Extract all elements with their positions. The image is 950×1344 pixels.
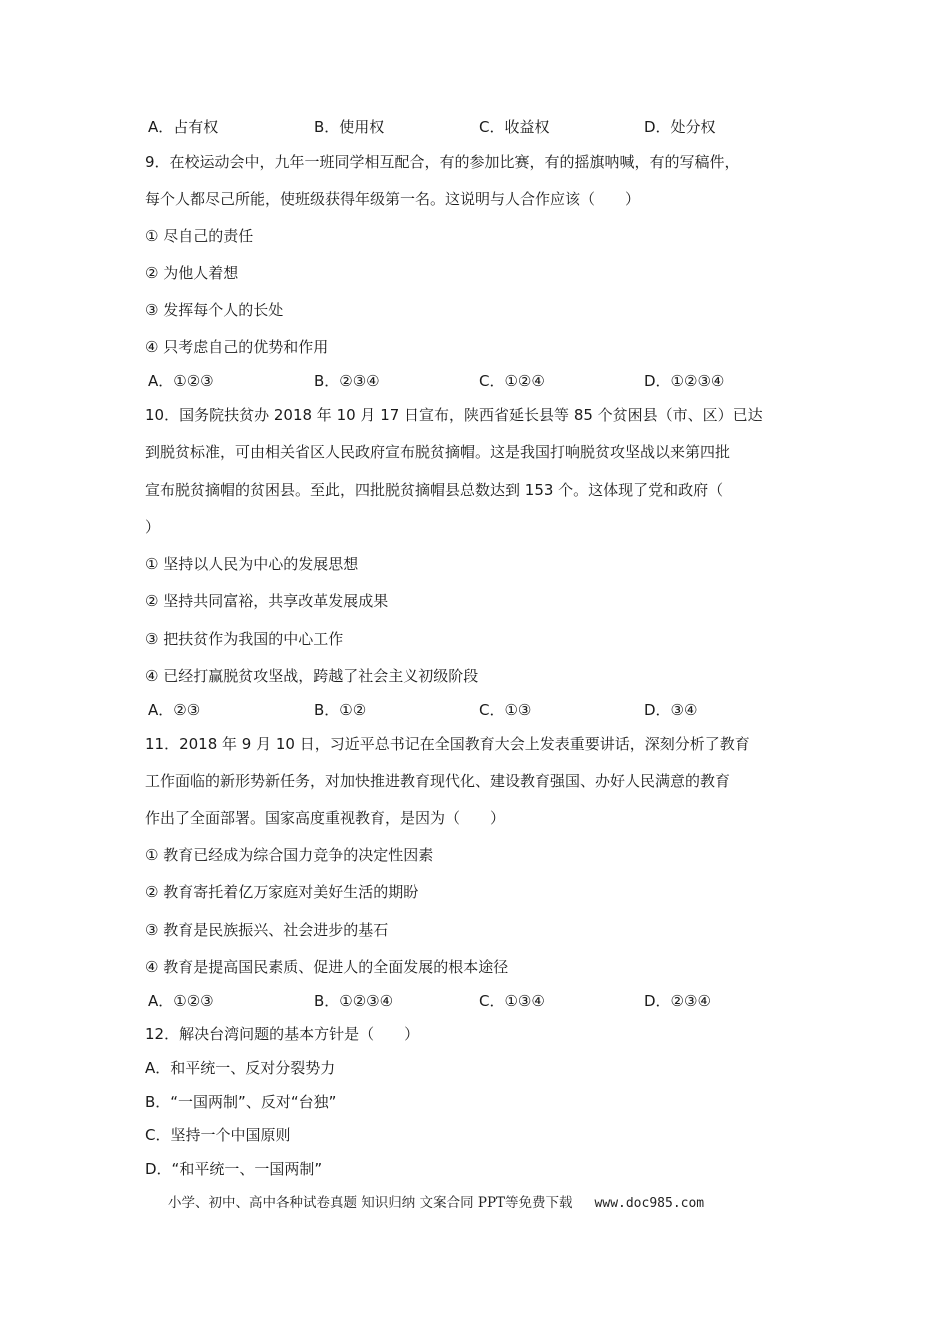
q10-option-c: C．①③: [479, 701, 532, 719]
page-footer: [168, 1193, 704, 1214]
q9-stem-line-1: 9．在校运动会中，九年一班同学相互配合，有的参加比赛，有的摇旗呐喊，有的写稿件，: [145, 153, 740, 171]
q10-item-2: ② 坚持共同富裕，共享改革发展成果: [145, 592, 389, 610]
q11-item-3: ③ 教育是民族振兴、社会进步的基石: [145, 921, 389, 939]
q9-option-a: A．①②③: [148, 372, 214, 390]
q10-option-d: D．③④: [644, 701, 698, 719]
q8-option-c: C．收益权: [479, 118, 550, 136]
q9-item-4: ④ 只考虑自己的优势和作用: [145, 338, 329, 356]
q11-option-b: B．①②③④: [314, 992, 394, 1010]
q9-item-2: ② 为他人着想: [145, 264, 239, 282]
q11-option-c: C．①③④: [479, 992, 545, 1010]
q8-option-d: D．处分权: [644, 118, 716, 136]
q12-option-b: B．“一国两制”、反对“台独”: [145, 1093, 337, 1111]
q10-stem-line-2: 到脱贫标准，可由相关省区人民政府宣布脱贫摘帽。这是我国打响脱贫攻坚战以来第四批: [145, 443, 731, 461]
footer-text: 小学、初中、高中各种试卷真题 知识归纳 文案合同 PPT等免费下载: [168, 1195, 573, 1211]
q10-item-1: ① 坚持以人民为中心的发展思想: [145, 555, 359, 573]
q11-item-4: ④ 教育是提高国民素质、促进人的全面发展的根本途径: [145, 958, 509, 976]
q11-option-d: D．②③④: [644, 992, 711, 1010]
q12-option-d: D．“和平统一、一国两制”: [145, 1160, 323, 1178]
q9-option-c: C．①②④: [479, 372, 545, 390]
q11-item-2: ② 教育寄托着亿万家庭对美好生活的期盼: [145, 883, 419, 901]
q10-stem-line-3: 宣布脱贫摘帽的贫困县。至此，四批脱贫摘帽县总数达到 153 个。这体现了党和政府（: [145, 481, 724, 499]
q9-option-b: B．②③④: [314, 372, 380, 390]
q12-option-a: A．和平统一、反对分裂势力: [145, 1059, 336, 1077]
q9-item-3: ③ 发挥每个人的长处: [145, 301, 284, 319]
q8-option-a: A．占有权: [148, 118, 219, 136]
q10-stem-line-4: ）: [145, 518, 161, 536]
q11-item-1: ① 教育已经成为综合国力竞争的决定性因素: [145, 846, 434, 864]
q9-stem-line-2: 每个人都尽己所能，使班级获得年级第一名。这说明与人合作应该（ ）: [145, 190, 641, 208]
q11-stem-line-2: 工作面临的新形势新任务，对加快推进教育现代化、建设教育强国、办好人民满意的教育: [145, 772, 731, 790]
q11-stem-line-3: 作出了全面部署。国家高度重视教育，是因为（ ）: [145, 809, 506, 827]
q10-item-4: ④ 已经打赢脱贫攻坚战，跨越了社会主义初级阶段: [145, 667, 479, 685]
q9-item-1: ① 尽自己的责任: [145, 227, 254, 245]
q10-item-3: ③ 把扶贫作为我国的中心工作: [145, 630, 344, 648]
q10-option-b: B．①②: [314, 701, 367, 719]
q10-stem-line-1: 10．国务院扶贫办 2018 年 10 月 17 日宣布，陕西省延长县等 85 个贫困县（市、区）已达: [145, 406, 763, 424]
q10-option-a: A．②③: [148, 701, 201, 719]
q11-option-a: A．①②③: [148, 992, 214, 1010]
q12-stem: 12．解决台湾问题的基本方针是（ ）: [145, 1025, 420, 1043]
q12-option-c: C．坚持一个中国原则: [145, 1126, 291, 1144]
q11-stem-line-1: 11．2018 年 9 月 10 日，习近平总书记在全国教育大会上发表重要讲话，深刻分析了教育: [145, 735, 750, 753]
q9-option-d: D．①②③④: [644, 372, 725, 390]
footer-url[interactable]: www.doc985.com: [594, 1196, 705, 1211]
q8-option-b: B．使用权: [314, 118, 385, 136]
